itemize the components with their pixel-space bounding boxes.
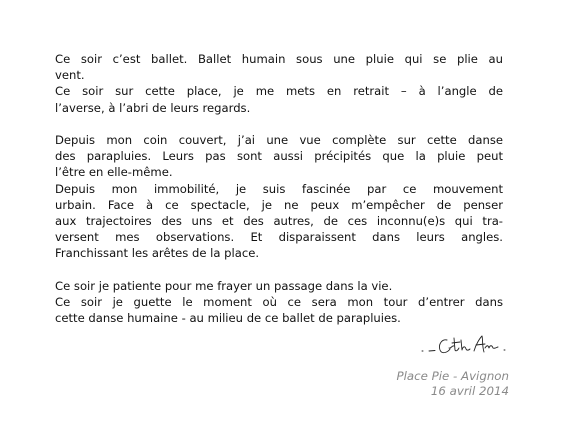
caption-date: 16 avril 2014 [430, 384, 509, 398]
text-line: Ce soir c’est ballet. Ballet humain sous une pluie qui se plie au [55, 52, 503, 66]
text-line: Ce soir je patiente pour me frayer un passage dans la vie. [55, 278, 393, 293]
paragraph-2 [55, 132, 503, 262]
paragraph-3 [55, 278, 503, 327]
text-line: l’averse, à l’abri de leurs regards. [55, 100, 251, 115]
text-line: urbain. Face à ce spectacle, je ne peux m’empêcher de penser [55, 197, 503, 212]
signature-caption [396, 369, 509, 399]
caption-place: Place Pie - Avignon [396, 369, 509, 383]
text-line: vent. [55, 68, 85, 83]
text-line: Franchissant les arêtes de la place. [55, 246, 260, 261]
text-line: Depuis mon immobilité, je suis fascinée par ce mouvement [55, 181, 503, 196]
text-line: Depuis mon coin couvert, j’ai une vue complète sur cette danse [55, 133, 503, 147]
text-line: aux trajectoires des uns et des autres, de ces inconnu(e)s qui tra- [55, 214, 503, 229]
text-line: Ce soir je guette le moment où ce sera mon tour d’entrer dans [55, 295, 503, 310]
text-line: l’être en elle-même. [55, 165, 173, 180]
poem-text [55, 51, 503, 326]
paragraph-1 [55, 51, 503, 116]
signature-drawing [418, 330, 518, 360]
text-line: cette danse humaine - au milieu de ce ballet de parapluies. [55, 311, 401, 326]
handwritten-signature [418, 330, 518, 360]
text-line: des parapluies. Leurs pas sont aussi précipités que la pluie peut [55, 149, 503, 164]
text-line: Ce soir sur cette place, je me mets en retrait – à l’angle de [55, 84, 503, 99]
text-line: versent mes observations. Et disparaissent dans leurs angles. [55, 230, 503, 245]
